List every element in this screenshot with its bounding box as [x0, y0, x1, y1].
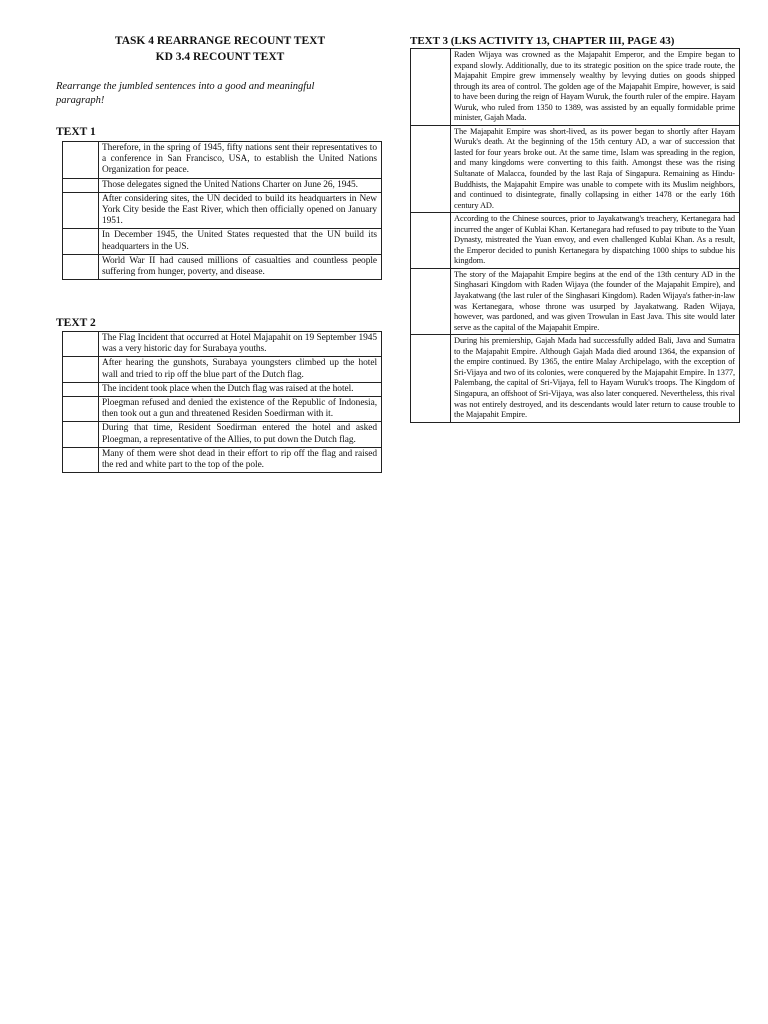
- table-row: [63, 332, 382, 357]
- sentence-cell: The Flag Incident that occurred at Hotel Majapahit on 19 September 1945 was a very historic day for Surabaya youths.: [99, 332, 382, 357]
- sentence-cell: After hearing the gunshots, Surabaya youngsters climbed up the hotel wall and tried to rip off the blue part of the Dutch flag.: [99, 357, 382, 382]
- order-box[interactable]: [63, 382, 99, 396]
- task-subtitle: KD 3.4 RECOUNT TEXT: [155, 51, 285, 63]
- sentence-cell: Ploegman refused and denied the existence of the Republic of Indonesia, then took out a gun and threatened Residen Soedirman with it.: [99, 397, 382, 422]
- order-box[interactable]: [63, 254, 99, 279]
- sentence-cell: Therefore, in the spring of 1945, fifty nations sent their representatives to a conference in San Francisco, USA, to establish the United Nations Organization for peace.: [99, 142, 382, 179]
- order-box[interactable]: [63, 422, 99, 447]
- sentence-cell: The Majapahit Empire was short-lived, as its power began to shortly after Hayam Wuruk's death. At the beginning of the 15th century AD, a war of succession that lasted for four years broke out. At the same time, Islam was spreading in the region, and many kingdoms were converting to this faith. Amongst these was the rising Sultanate of Malacca, founded by the last Raja of Singapura. Remaining as Hindu-Buddhists, the Majapahit Empire was unable to compete with its Muslim neighbors, and continued to disintegrate, finally collapsing in either 1478 or the early 16th century AD.: [451, 125, 740, 212]
- table-row: [63, 178, 382, 192]
- table-row: [63, 357, 382, 382]
- task-title: TASK 4 REARRANGE RECOUNT TEXT: [114, 35, 326, 47]
- order-box[interactable]: [411, 49, 451, 126]
- order-box[interactable]: [411, 335, 451, 422]
- sentence-cell: After considering sites, the UN decided to build its headquarters in New York City beside the East River, which then officially opened on January 1951.: [99, 192, 382, 229]
- order-box[interactable]: [411, 213, 451, 269]
- table-row: [411, 49, 740, 126]
- order-box[interactable]: [411, 268, 451, 334]
- text1-heading: TEXT 1: [56, 126, 96, 138]
- table-row: [63, 397, 382, 422]
- table-row: [411, 335, 740, 422]
- order-box[interactable]: [63, 357, 99, 382]
- sentence-cell: World War II had caused millions of casualties and countless people suffering from hunger, poverty, and disease.: [99, 254, 382, 279]
- sentence-cell: According to the Chinese sources, prior to Jayakatwang's treachery, Kertanegara had incurred the anger of Kublai Khan. Kertanegara had refused to pay tribute to the Yuan Dynasty, mistreated the Yuan envoy, and even challenged Kublai Khan. As a result, the Emperor decided to punish Kertanegara by dispatching 1000 ships to subdue his kingdom.: [451, 213, 740, 269]
- order-box[interactable]: [63, 229, 99, 254]
- order-box[interactable]: [63, 192, 99, 229]
- sentence-cell: During that time, Resident Soedirman entered the hotel and asked Ploegman, a representative of the Allies, to put down the Dutch flag.: [99, 422, 382, 447]
- text1-table: [62, 141, 382, 280]
- sentence-cell: Many of them were shot dead in their effort to rip off the flag and raised the red and white part to the top of the pole.: [99, 447, 382, 472]
- table-row: [411, 213, 740, 269]
- sentence-cell: The incident took place when the Dutch flag was raised at the hotel.: [99, 382, 382, 396]
- order-box[interactable]: [411, 125, 451, 212]
- sentence-cell: The story of the Majapahit Empire begins at the end of the 13th century AD in the Singhasari Kingdom with Raden Wijaya (the founder of the Majapahit Empire), and Jayakatwang (the last ruler of the Singhasari Kingdom). Raden Wijaya's father-in-law was Kertanegara, whose throne was usurped by Jayakatwang. Raden Wijaya, however, was pardoned, and was given Trowulan in East Java. This site would later serve as the capital of the Majapahit Empire.: [451, 268, 740, 334]
- table-row: [63, 422, 382, 447]
- table-row: [63, 229, 382, 254]
- order-box[interactable]: [63, 397, 99, 422]
- sentence-cell: In December 1945, the United States requested that the UN build its headquarters in the US.: [99, 229, 382, 254]
- table-row: [63, 192, 382, 229]
- table-row: [63, 142, 382, 179]
- table-row: [63, 382, 382, 396]
- text2-table: [62, 331, 382, 473]
- order-box[interactable]: [63, 447, 99, 472]
- sentence-cell: Raden Wijaya was crowned as the Majapahit Emperor, and the Empire began to expand slowly. Additionally, due to its strategic position on the spice trade route, the Majapahit Empire grew immensely wealthy by levying duties on goods shipped through its area of control. The golden age of the Majapahit Empire, however, is said to have been during the reign of Hayam Wuruk, the fourth ruler of the empire. Hayam Wuruk, who ruled from 1350 to 1389, was assisted by an equally formidable prime minister, Gajah Mada.: [451, 49, 740, 126]
- table-row: [411, 268, 740, 334]
- order-box[interactable]: [63, 178, 99, 192]
- instruction-text: Rearrange the jumbled sentences into a good and meaningful paragraph!: [56, 81, 315, 106]
- table-row: [411, 125, 740, 212]
- table-row: [63, 447, 382, 472]
- table-row: [63, 254, 382, 279]
- order-box[interactable]: [63, 332, 99, 357]
- text2-heading: TEXT 2: [56, 317, 96, 329]
- sentence-cell: Those delegates signed the United Nations Charter on June 26, 1945.: [99, 178, 382, 192]
- order-box[interactable]: [63, 142, 99, 179]
- text3-heading: TEXT 3 (LKS ACTIVITY 13, CHAPTER III, PAGE 43): [410, 35, 675, 47]
- sentence-cell: During his premiership, Gajah Mada had successfully added Bali, Java and Sumatra to the Majapahit Empire. Although Gajah Mada died around 1364, the expansion of the empire continued. By 1365, the entire Malay Archipelago, with the exception of Sri-Vijaya and two of its colonies, were conquered by the Majapahit Empire. In 1377, Palembang, the capital of Sri-Vijaya, fell to Hayam Wuruk's troops. The Kingdom of Singapura, an offshoot of Sri-Vijaya, was also later conquered. Nevertheless, this rival was not entirely destroyed, and its descendants would later return to cause trouble to the Majapahit Empire.: [451, 335, 740, 422]
- text3-table: [410, 48, 740, 423]
